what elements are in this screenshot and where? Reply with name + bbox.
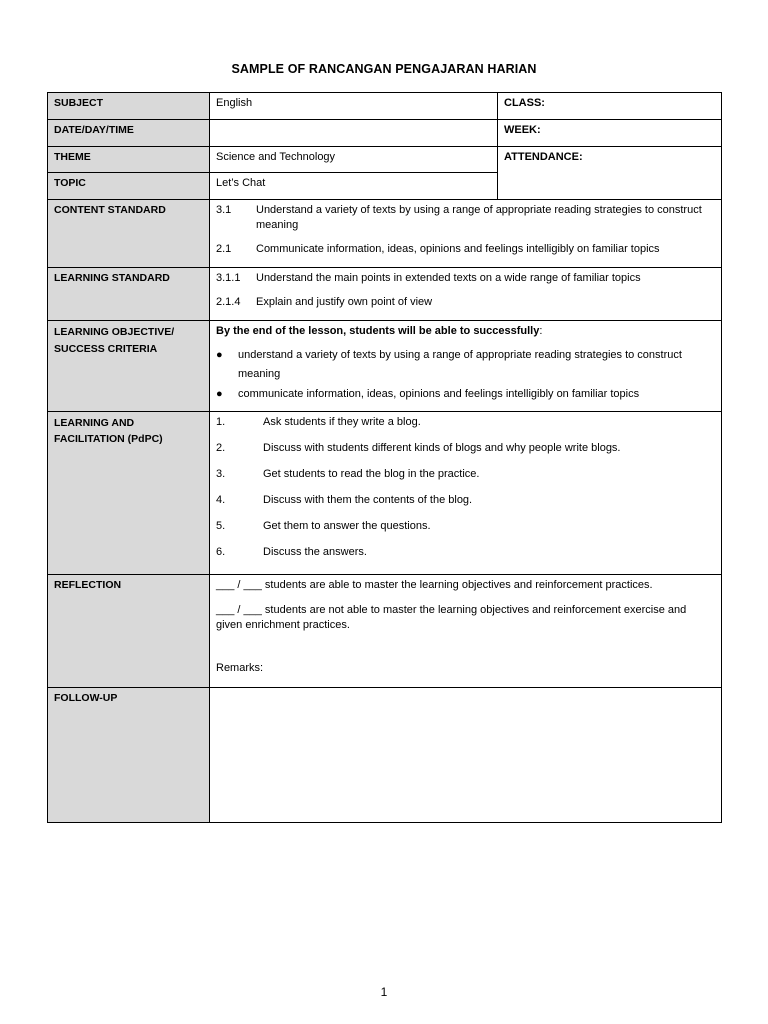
row-date xyxy=(48,120,722,147)
attendance-cell xyxy=(498,147,722,200)
learning-objective-cell xyxy=(210,321,722,412)
week-label: WEEK: xyxy=(504,124,541,136)
content-standard-label: CONTENT STANDARD xyxy=(48,200,210,268)
attendance-label: ATTENDANCE: xyxy=(504,151,583,163)
list-item xyxy=(216,295,715,310)
row-reflection xyxy=(48,575,722,688)
bullet-icon: ● xyxy=(216,349,223,361)
class-label: CLASS: xyxy=(504,97,545,109)
standard-text: Understand a variety of texts by using a range of appropriate reading strategies to construct meaning xyxy=(256,204,702,231)
row-facilitation xyxy=(48,412,722,575)
step-number: 2. xyxy=(216,442,226,454)
learning-standard-label: LEARNING STANDARD xyxy=(48,268,210,321)
step-text: Get students to read the blog in the practice. xyxy=(263,468,480,480)
bullet-icon: ● xyxy=(216,388,223,400)
content-standard-cell xyxy=(210,200,722,268)
learning-objective-label: LEARNING OBJECTIVE/ SUCCESS CRITERIA xyxy=(48,321,210,412)
date-value xyxy=(210,120,498,147)
date-label: DATE/DAY/TIME xyxy=(48,120,210,147)
objective-text: understand a variety of texts by using a range of appropriate reading strategies to construct meaning xyxy=(238,349,682,380)
reflection-line-1: ___ / ___ students are able to master the learning objectives and reinforcement practices. xyxy=(216,579,653,591)
list-item xyxy=(216,519,715,545)
facilitation-label: LEARNING AND FACILITATION (PdPC) xyxy=(48,412,210,575)
follow-up-label: FOLLOW-UP xyxy=(48,688,210,823)
standard-number: 2.1.4 xyxy=(216,296,241,308)
step-text: Discuss with them the contents of the blog. xyxy=(263,494,473,506)
page-title: SAMPLE OF RANCANGAN PENGAJARAN HARIAN xyxy=(231,62,537,76)
row-follow-up xyxy=(48,688,722,823)
standard-text: Communicate information, ideas, opinions and feelings intelligibly on familiar topics xyxy=(256,243,660,255)
facilitation-cell xyxy=(210,412,722,575)
list-item xyxy=(216,271,715,286)
list-item xyxy=(216,441,715,467)
list-item xyxy=(216,415,715,441)
standard-text: Understand the main points in extended texts on a wide range of familiar topics xyxy=(256,272,641,284)
theme-label: THEME xyxy=(48,147,210,173)
step-text: Ask students if they write a blog. xyxy=(263,416,421,428)
topic-value: Let’s Chat xyxy=(210,173,498,200)
step-number: 1. xyxy=(216,416,226,428)
reflection-label: REFLECTION xyxy=(48,575,210,688)
reflection-line-2: ___ / ___ students are not able to master the learning objectives and reinforcement exercise and given enrichment practices. xyxy=(216,604,687,631)
subject-label: SUBJECT xyxy=(48,93,210,120)
week-cell xyxy=(498,120,722,147)
list-item xyxy=(216,467,715,493)
class-cell xyxy=(498,93,722,120)
row-content-standard xyxy=(48,200,722,268)
row-learning-standard xyxy=(48,268,722,321)
row-learning-objective xyxy=(48,321,722,412)
list-item xyxy=(216,385,715,404)
list-item xyxy=(216,242,715,257)
lesson-plan-table xyxy=(47,92,722,823)
subject-value: English xyxy=(210,93,498,120)
step-text: Discuss with students different kinds of blogs and why people write blogs. xyxy=(263,442,621,454)
list-item xyxy=(216,203,715,233)
page-number: 1 xyxy=(380,985,388,999)
objective-intro: By the end of the lesson, students will be able to successfully: xyxy=(216,325,543,337)
reflection-cell xyxy=(210,575,722,688)
topic-label: TOPIC xyxy=(48,173,210,200)
list-item xyxy=(216,346,715,384)
theme-value: Science and Technology xyxy=(210,147,498,173)
step-number: 6. xyxy=(216,546,226,558)
learning-standard-cell xyxy=(210,268,722,321)
step-number: 3. xyxy=(216,468,226,480)
step-number: 5. xyxy=(216,520,226,532)
step-text: Discuss the answers. xyxy=(263,546,367,558)
list-item xyxy=(216,493,715,519)
standard-text: Explain and justify own point of view xyxy=(256,296,433,308)
row-subject xyxy=(48,93,722,120)
standard-number: 3.1.1 xyxy=(216,272,241,284)
row-theme xyxy=(48,147,722,173)
standard-number: 3.1 xyxy=(216,204,232,216)
reflection-remarks: Remarks: xyxy=(216,662,264,674)
standard-number: 2.1 xyxy=(216,243,232,255)
step-number: 4. xyxy=(216,494,226,506)
objective-text: communicate information, ideas, opinions and feelings intelligibly on familiar topics xyxy=(238,388,640,400)
step-text: Get them to answer the questions. xyxy=(263,520,431,532)
follow-up-value xyxy=(210,688,722,823)
list-item xyxy=(216,545,715,571)
